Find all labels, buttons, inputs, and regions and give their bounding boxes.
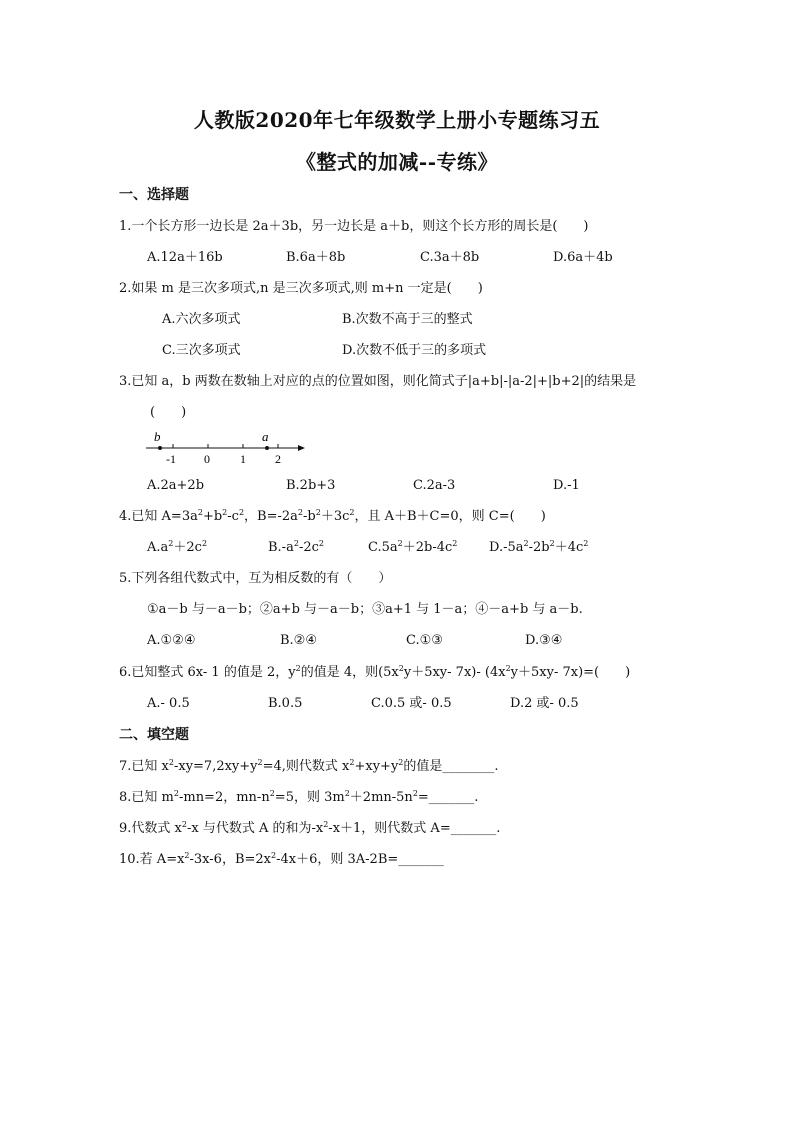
question-2-option-d: D.次数不低于三的多项式 (342, 343, 487, 358)
point-label-b: b (154, 429, 161, 444)
question-8: 8.已知 $m^2-mn=2$，$mn-n^2=5$，则 $3m^2+2mn-5n^2=\_\_\_\_\_\_\_$. (119, 789, 479, 805)
question-1-option-c: C.3a＋8b (420, 250, 480, 265)
question-4-option-b: $B.-a^2-2c^2$ (268, 539, 324, 555)
point-label-a: a (262, 429, 269, 444)
question-1-option-d: D.6a＋4b (553, 250, 613, 265)
question-3-option-a: A.2a+2b (147, 478, 205, 493)
question-6-option-a: A.- 0.5 (147, 696, 190, 711)
question-3-option-c: C.2a-3 (413, 478, 456, 493)
question-6-option-c: C.0.5 或- 0.5 (371, 696, 452, 711)
question-5-option-b: B.②④ (280, 633, 317, 648)
question-6-option-b: B.0.5 (268, 696, 303, 711)
question-5-option-a: A.①②④ (147, 633, 196, 648)
question-7: 7.已知 $x^2-xy=7,2xy+y^2=4$,则代数式 $x^2+xy+y^2$的值是________. (119, 758, 499, 774)
question-5-stem: 5.下列各组代数式中，互为相反数的有（ ） (119, 571, 392, 586)
question-5-option-c: C.①③ (406, 633, 443, 648)
point-b (158, 446, 162, 450)
question-5-items: ①a－b 与－a－b；②a+b 与－a－b；③a+1 与 1－a；④－a+b 与 a－b. (147, 602, 583, 617)
section-heading-multiple-choice: 一、选择题 (119, 187, 189, 203)
question-2-option-a: A.六次多项式 (162, 312, 241, 327)
question-6-option-d: D.2 或- 0.5 (510, 696, 579, 711)
question-2-option-b: B.次数不高于三的整式 (342, 312, 473, 327)
question-3-option-d: D.-1 (553, 478, 580, 493)
question-9: 9.代数式 $x^2-x$ 与代数式 A 的和为$-x^2-x+1$，则代数式 A=_______. (119, 820, 501, 836)
point-a (265, 446, 269, 450)
document-title: 人教版2020年七年级数学上册小专题练习五 (193, 108, 601, 132)
question-1-option-a: A.12a＋16b (147, 250, 223, 265)
question-5-option-d: D.③④ (525, 633, 563, 648)
question-3-answer-blank: ( ) (150, 405, 187, 420)
tick-label: 0 (204, 452, 210, 466)
number-line-arrow (298, 445, 305, 451)
question-4-stem: 4.已知 $A=3a^2+b^2-c^2$，$B=-2a^2-b^2+3c^2$，且 A＋B＋C=0，则 C=( ) (119, 508, 546, 524)
question-4-option-c: $C.5a^2+2b-4c^2$ (368, 539, 458, 555)
question-2-stem: 2.如果 m 是三次多项式,n 是三次多项式,则 m+n 一定是( ) (119, 281, 483, 296)
question-6-stem: 6.已知整式 6x- 1 的值是 2，$y^2$的值是 4，则($5x^2y+5xy-$ 7x)- ($4x^2y+5xy-$ 7x)=( ) (119, 664, 631, 680)
question-2-option-c: C.三次多项式 (162, 343, 241, 358)
tick-label: 1 (240, 452, 246, 466)
question-3-option-b: B.2b+3 (286, 478, 336, 493)
tick-label: -1 (166, 452, 176, 466)
question-1-option-b: B.6a＋8b (286, 250, 346, 265)
question-4-option-d: $D.-5a^2-2b^2+4c^2$ (489, 539, 589, 555)
question-4-option-a: $A.a^2+2c^2$ (147, 539, 208, 555)
question-1-stem: 1.一个长方形一边长是 2a＋3b，另一边长是 a＋b，则这个长方形的周长是( ) (119, 219, 589, 234)
document-subtitle: 《整式的加减--专练》 (295, 150, 499, 174)
question-10: 10.若 $A=x^2-3x-6$，$B=2x^2-4x+6$，则 3A-2B=_______ (119, 851, 444, 867)
question-3-stem: 3.已知 a，b 两数在数轴上对应的点的位置如图，则化简式子|a+b|-|a-2|+|b+2|的结果是 (119, 374, 637, 389)
tick-label: 2 (275, 452, 281, 466)
section-heading-fill-in: 二、填空题 (119, 727, 189, 743)
number-line-figure (140, 426, 310, 466)
